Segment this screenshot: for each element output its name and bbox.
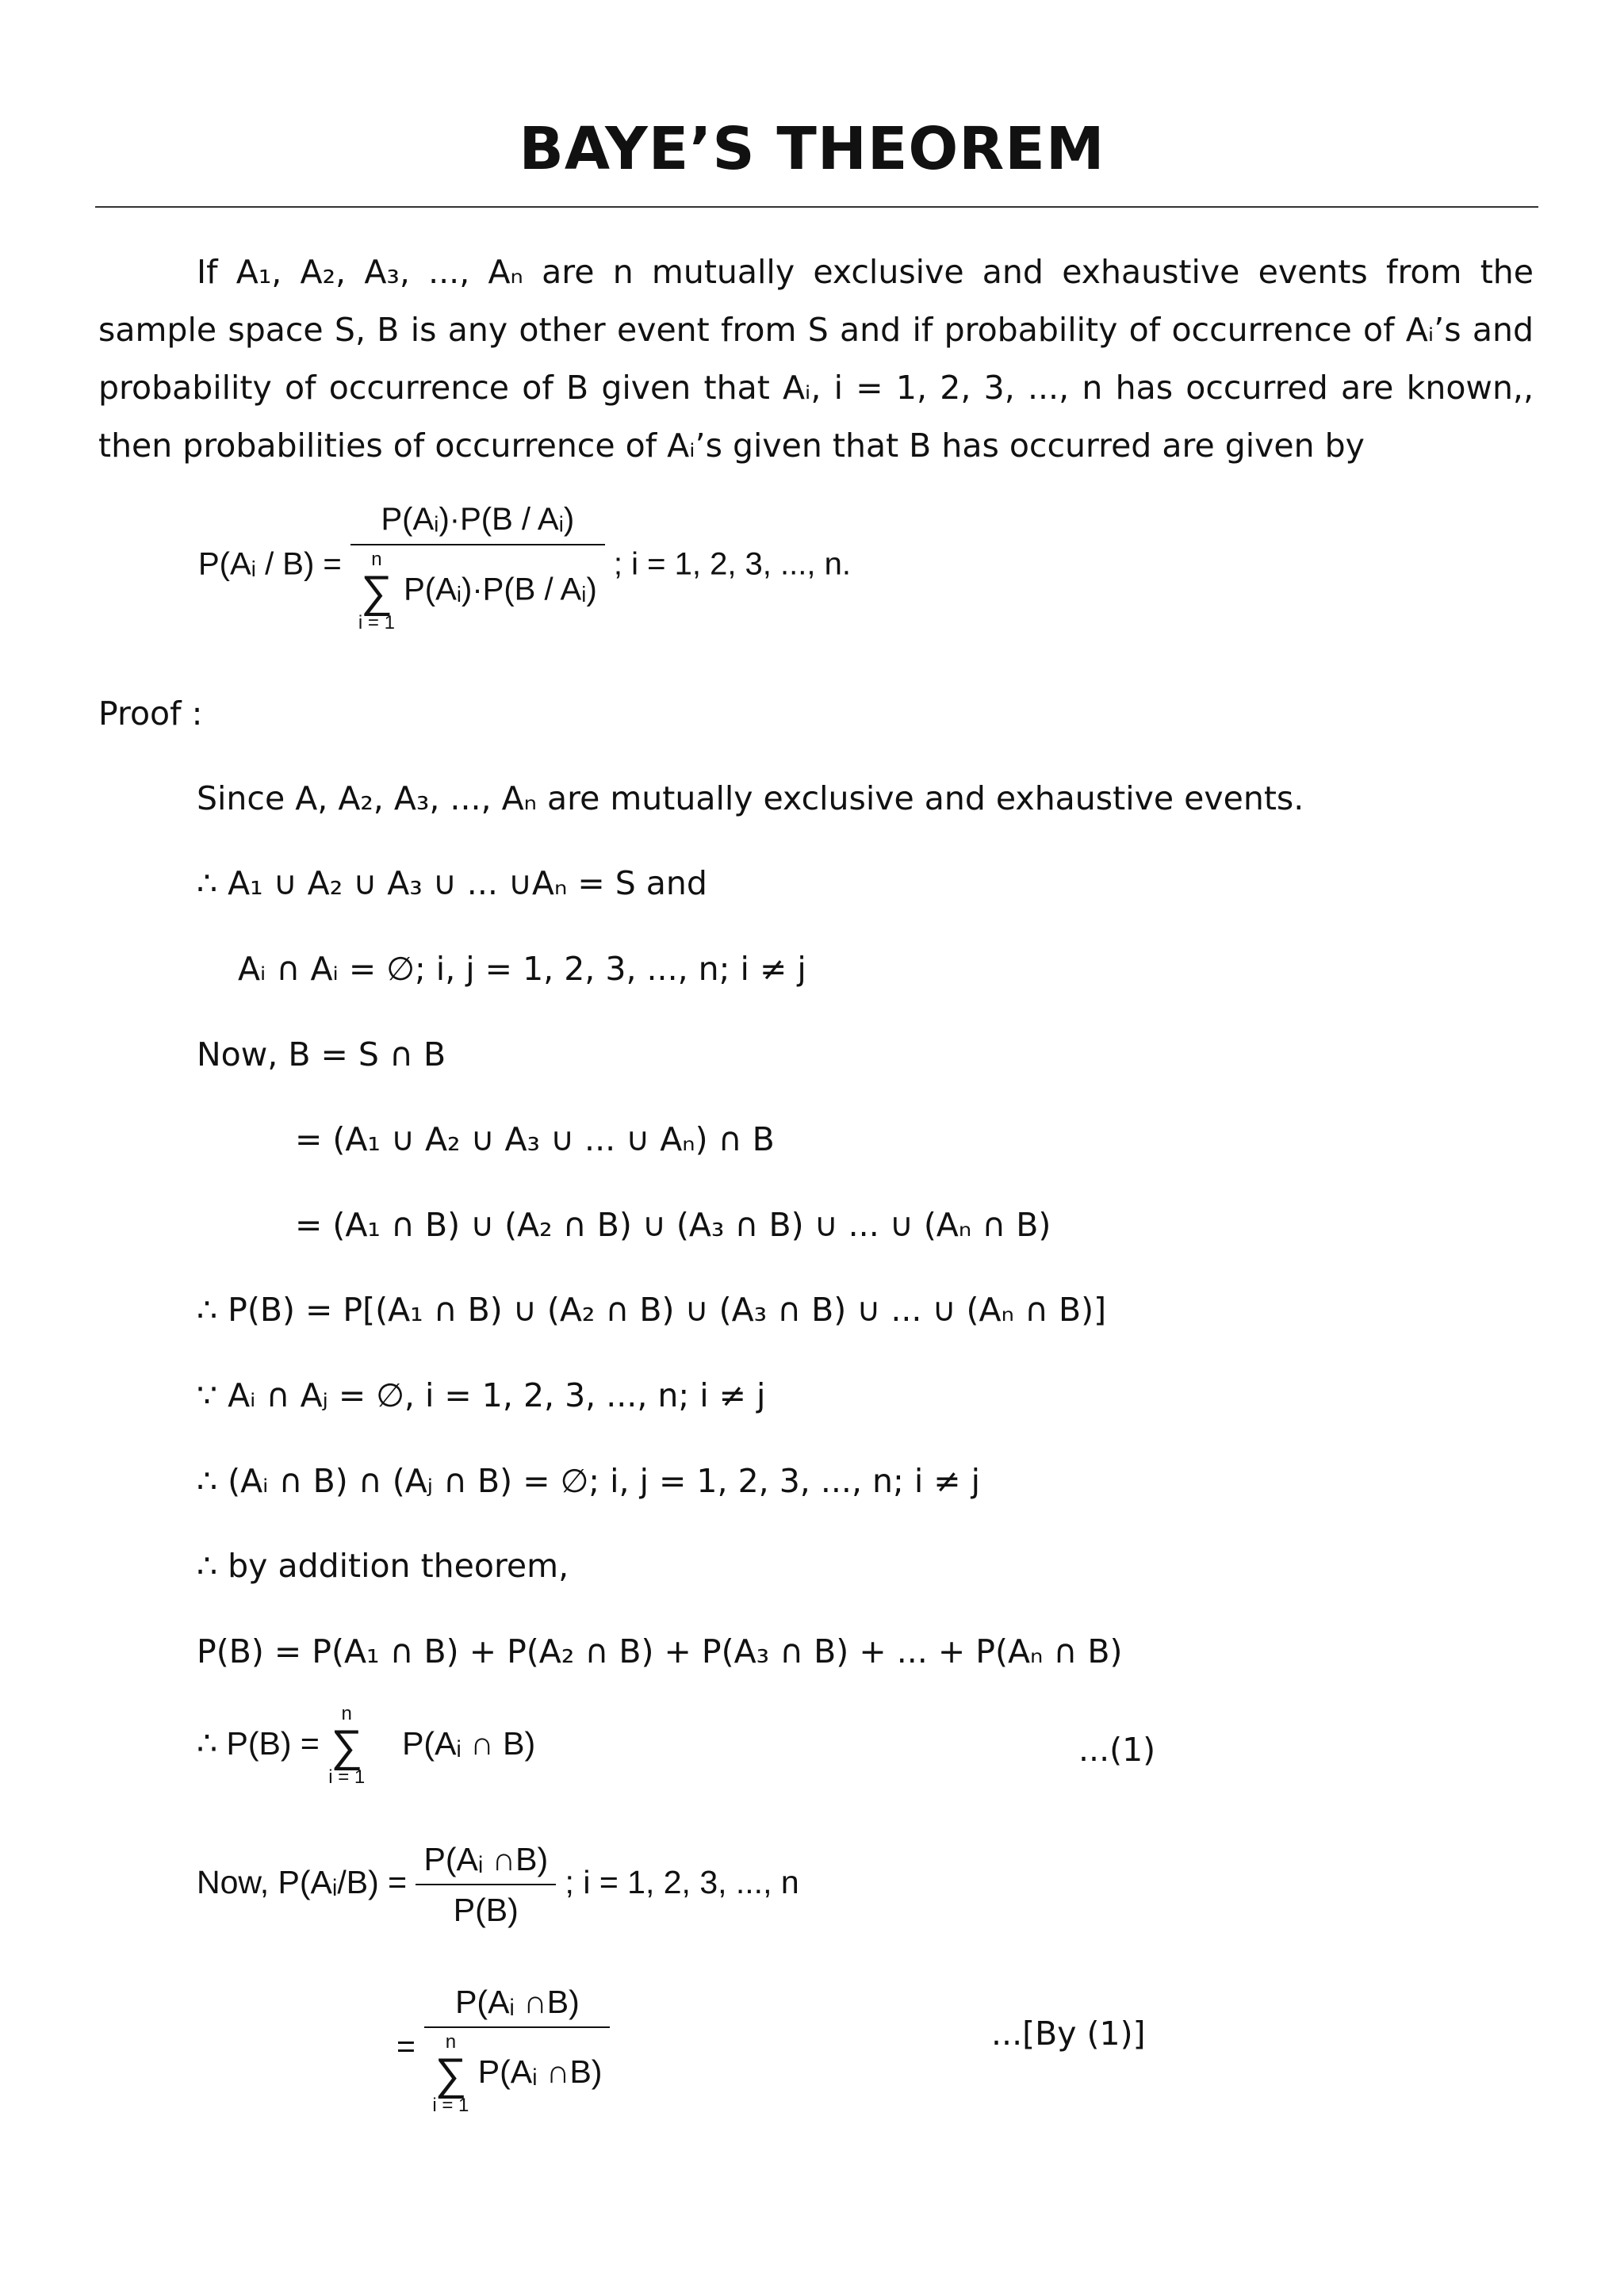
equation-3-denominator	[424, 2028, 610, 2115]
equation-1-lhs: ∴ P(B) =	[197, 1724, 320, 1762]
equation-1	[197, 1705, 535, 1787]
equation-3-lhs: =	[396, 2027, 416, 2064]
proof-line-11: P(B) = P(A₁ ∩ B) + P(A₂ ∩ B) + P(A₃ ∩ B) + ... + P(Aₙ ∩ B)	[197, 1632, 1123, 1670]
equation-2-numerator: P(Aᵢ ∩B)	[416, 1839, 556, 1885]
equation-3-reference: ...[By (1)]	[991, 2015, 1146, 2053]
equation-3-fraction	[424, 1982, 610, 2115]
bayes-formula-numerator: P(Aᵢ)·P(B / Aᵢ)	[350, 499, 605, 545]
summation-symbol	[328, 1705, 365, 1787]
proof-line-8: ∵ Aᵢ ∩ Aⱼ = ∅, i = 1, 2, 3, ..., n; i ≠ j	[197, 1376, 766, 1414]
bayes-formula-denominator-term: P(Aᵢ)·P(B / Aᵢ)	[404, 572, 597, 607]
equation-2-condition: ; i = 1, 2, 3, ..., n	[565, 1863, 799, 1900]
equation-2	[197, 1839, 799, 1930]
bayes-formula-condition: ; i = 1, 2, 3, ..., n.	[613, 546, 851, 582]
summation-lower: i = 1	[432, 2095, 469, 2116]
proof-line-7: ∴ P(B) = P[(A₁ ∩ B) ∪ (A₂ ∩ B) ∪ (A₃ ∩ B) ∪ ... ∪ (Aₙ ∩ B)]	[197, 1291, 1107, 1329]
proof-line-3: Aᵢ ∩ Aᵢ = ∅; i, j = 1, 2, 3, ..., n; i ≠ j	[238, 950, 806, 988]
statement-paragraph: If A₁, A₂, A₃, ..., Aₙ are n mutually exclusive and exhaustive events from the sample space S, B is any other event from S and if probability of occurrence of Aᵢ’s and probability of occurrence of B given that Aᵢ, i = 1, 2, 3, ..., n has occurred are known,, then probabilities of occurrence of Aᵢ’s given that B has occurred are given by	[98, 253, 1534, 465]
theorem-statement	[98, 243, 1534, 475]
summation-upper: n	[341, 1703, 352, 1724]
summation-symbol	[432, 2033, 469, 2115]
sigma-icon: ∑	[435, 2049, 467, 2099]
equation-3-numerator: P(Aᵢ ∩B)	[424, 1982, 610, 2028]
bayes-formula-fraction	[350, 499, 605, 633]
proof-line-2: ∴ A₁ ∪ A₂ ∪ A₃ ∪ ... ∪Aₙ = S and	[197, 864, 707, 902]
equation-2-lhs: Now, P(Aᵢ/B) =	[197, 1863, 408, 1900]
proof-label: Proof :	[98, 695, 203, 733]
proof-line-5: = (A₁ ∪ A₂ ∪ A₃ ∪ ... ∪ Aₙ) ∩ B	[295, 1120, 775, 1158]
equation-3-denominator-term: P(Aᵢ ∩B)	[477, 2053, 603, 2090]
equation-1-reference: ...(1)	[1078, 1731, 1156, 1769]
bayes-formula-lhs: P(Aᵢ / B) =	[198, 546, 342, 582]
equation-3	[396, 1982, 610, 2115]
equation-2-denominator: P(B)	[453, 1892, 519, 1928]
summation-upper: n	[371, 549, 382, 570]
proof-line-9: ∴ (Aᵢ ∩ B) ∩ (Aⱼ ∩ B) = ∅; i, j = 1, 2, 3, ..., n; i ≠ j	[197, 1462, 981, 1500]
sigma-icon: ∑	[331, 1720, 363, 1770]
sigma-icon: ∑	[360, 566, 393, 616]
summation-lower: i = 1	[328, 1766, 366, 1788]
summation-upper: n	[445, 2031, 457, 2053]
proof-line-4: Now, B = S ∩ B	[197, 1035, 446, 1073]
proof-line-1: Since A, A₂, A₃, ..., Aₙ are mutually exclusive and exhaustive events.	[197, 779, 1304, 817]
bayes-formula	[198, 499, 851, 633]
summation-lower: i = 1	[358, 612, 395, 633]
proof-line-6: = (A₁ ∩ B) ∪ (A₂ ∩ B) ∪ (A₃ ∩ B) ∪ ... ∪ (Aₙ ∩ B)	[295, 1206, 1051, 1244]
title-divider	[95, 206, 1538, 208]
summation-symbol	[358, 550, 395, 633]
proof-line-10: ∴ by addition theorem,	[197, 1547, 569, 1585]
page-title: BAYE’S THEOREM	[519, 115, 1105, 183]
bayes-formula-denominator	[350, 545, 605, 633]
equation-1-term: P(Aᵢ ∩ B)	[402, 1724, 536, 1762]
equation-2-fraction	[416, 1839, 556, 1930]
